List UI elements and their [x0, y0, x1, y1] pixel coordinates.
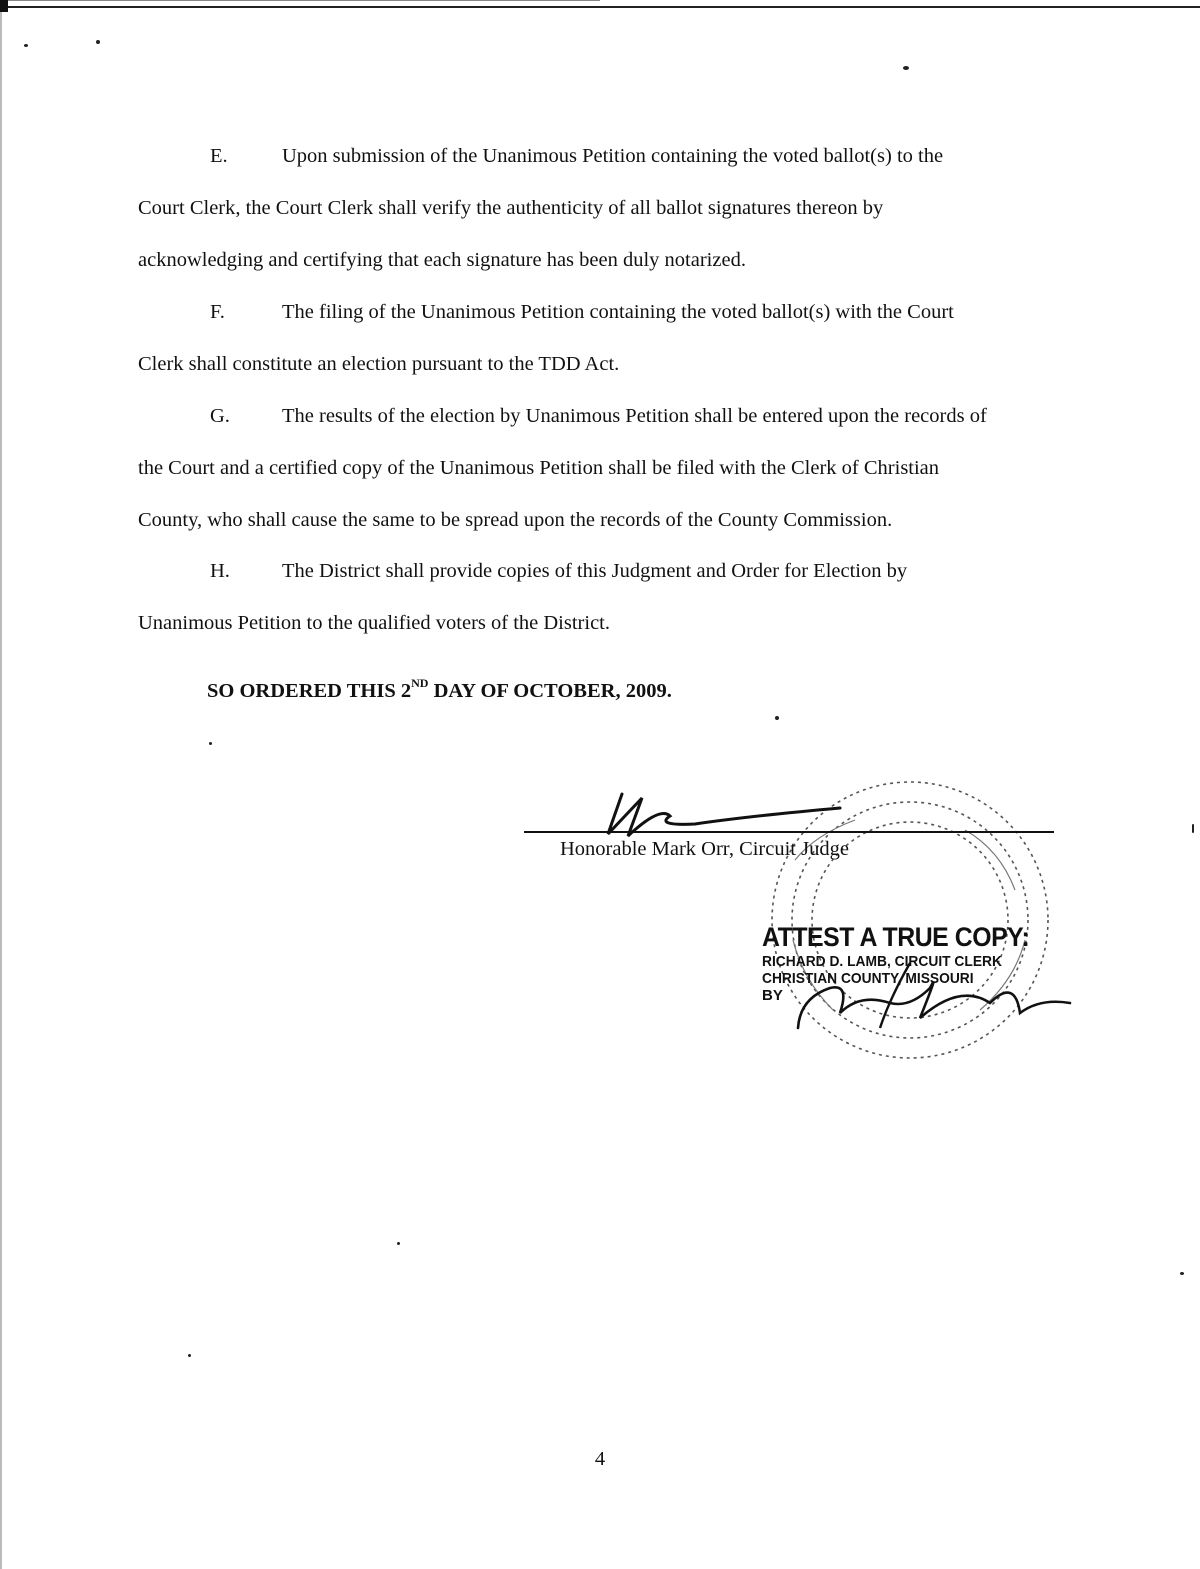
so-ordered-line: SO ORDERED THIS 2ND DAY OF OCTOBER, 2009.	[207, 676, 672, 702]
paragraph-letter: G.	[210, 405, 230, 427]
paragraph-line: Unanimous Petition to the qualified voters of the District.	[138, 612, 610, 634]
paragraph-line: County, who shall cause the same to be spread upon the records of the County Commission.	[138, 509, 893, 531]
paragraph-line: the Court and a certified copy of the Unanimous Petition shall be filed with the Clerk of Christian	[138, 457, 940, 479]
paragraph-line: Clerk shall constitute an election pursuant to the TDD Act.	[138, 353, 620, 375]
paragraph-letter: E.	[210, 145, 228, 167]
paragraph-line: acknowledging and certifying that each signature has been duly notarized.	[138, 249, 746, 271]
scan-speck	[24, 44, 28, 47]
paragraph-line: Court Clerk, the Court Clerk shall verify the authenticity of all ballot signatures thereon by	[138, 197, 884, 219]
scan-corner-mark	[0, 0, 8, 12]
scan-speck	[775, 716, 779, 720]
paragraph-letter: F.	[210, 301, 225, 323]
paragraph-line: Upon submission of the Unanimous Petition containing the voted ballot(s) to the	[282, 145, 944, 167]
paragraph-letter: H.	[210, 560, 230, 582]
paragraph-h	[138, 545, 1078, 649]
scan-speck	[96, 40, 100, 44]
page-number: 4	[594, 1448, 606, 1470]
paragraph-g	[138, 390, 1078, 546]
scan-edge-top	[0, 0, 600, 1]
paragraph-line: The filing of the Unanimous Petition containing the voted ballot(s) with the Court	[282, 301, 954, 323]
judge-name: Honorable Mark Orr, Circuit Judge	[560, 838, 849, 860]
judge-signature-icon	[600, 786, 860, 842]
attest-clerk: RICHARD D. LAMB, CIRCUIT CLERK	[762, 953, 1002, 970]
attest-county: CHRISTIAN COUNTY, MISSOURI	[762, 970, 974, 987]
scan-speck	[209, 742, 212, 745]
signature-line	[524, 831, 1054, 833]
clerk-signature-icon	[770, 958, 1080, 1038]
scan-border-left	[0, 0, 2, 1569]
scan-speck	[1180, 1272, 1184, 1275]
scan-border-top	[0, 6, 1200, 8]
paragraph-line: The District shall provide copies of this Judgment and Order for Election by	[282, 560, 908, 582]
attest-by: BY	[762, 987, 783, 1004]
attest-title: ATTEST A TRUE COPY:	[762, 922, 1030, 952]
paragraph-line: The results of the election by Unanimous Petition shall be entered upon the records of	[282, 405, 987, 427]
scan-speck	[1192, 824, 1194, 833]
paragraph-f	[138, 286, 1078, 390]
scan-speck	[397, 1242, 400, 1245]
paragraph-e	[138, 130, 1078, 286]
scan-speck	[903, 66, 909, 70]
scan-speck	[188, 1354, 191, 1357]
